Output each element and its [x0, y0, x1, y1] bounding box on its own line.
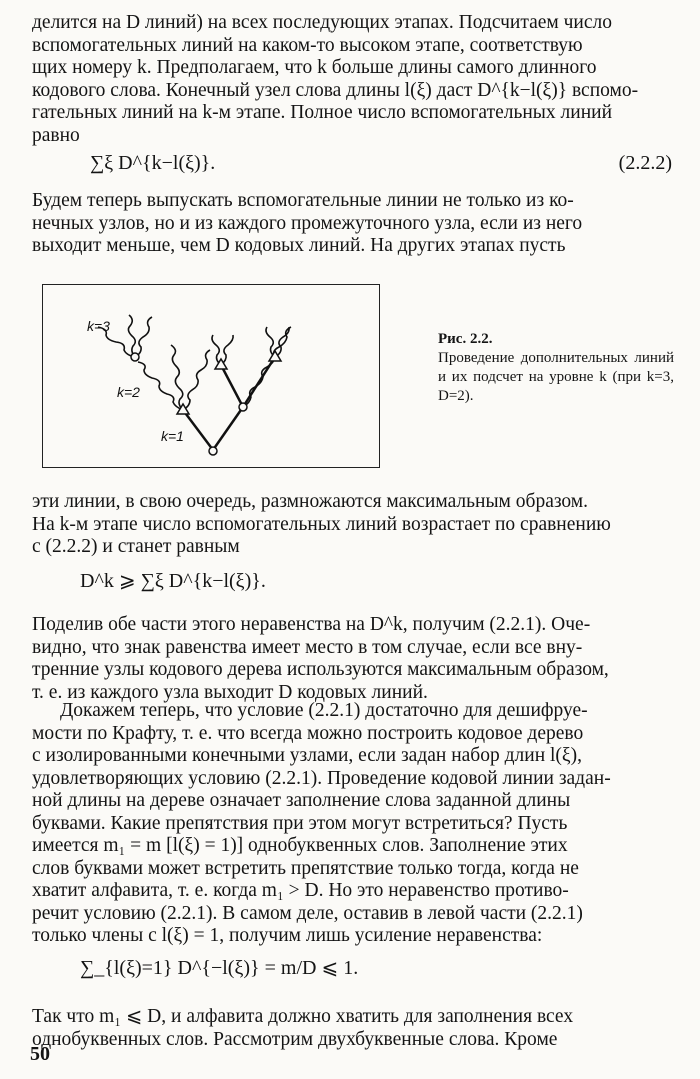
text-line: щих номеру k. Предполагаем, что k больше длины самого длинного	[32, 57, 597, 78]
level-label-k2: k=2	[117, 384, 140, 400]
auxiliary-line	[128, 315, 135, 357]
text-line: выходит меньше, чем D кодовых линий. На других этапах пусть	[32, 235, 566, 256]
level-label-k3: k=3	[87, 318, 110, 334]
text-line: удовлетворяющих условию (2.2.1). Проведение кодовой линии задан-	[32, 767, 611, 789]
root-node	[209, 447, 217, 455]
text-line: имеется m₁ = m [l(ξ) = 1)] однобуквенных слов. Заполнение этих	[32, 835, 568, 856]
figure-frame	[42, 284, 380, 468]
text-line: гательных линий на k-м этапе. Полное число вспомогательных линий	[32, 102, 613, 123]
auxiliary-line	[275, 327, 289, 357]
text-line: т. е. из каждого узла выходит D кодовых линий.	[32, 681, 428, 703]
tree-edge	[183, 410, 213, 450]
text-line: ной длины на дереве означает заполнение слова заданной длины	[32, 790, 571, 811]
text-line: нечных узлов, но и из каждого промежуточного узла, если из него	[32, 212, 583, 234]
auxiliary-line	[138, 362, 183, 410]
figure-caption	[438, 330, 674, 406]
text-line: Так что m₁ ⩽ D, и алфавита должно хватить для заполнения всех	[32, 1006, 574, 1027]
text-line: только члены с l(ξ) = 1, получим лишь усиление неравенства:	[32, 925, 543, 946]
auxiliary-line	[243, 327, 291, 407]
auxiliary-line	[135, 317, 152, 357]
tree-node	[131, 353, 139, 361]
paragraph-1	[32, 12, 672, 147]
equation-2-2-2: ∑ξ D^{k−l(ξ)}.	[90, 152, 216, 174]
tree-edge	[221, 365, 243, 407]
paragraph-2	[32, 190, 672, 258]
auxiliary-line	[221, 335, 233, 365]
text-line: кодового слова. Конечный узел слова длины l(ξ) даст D^{k−l(ξ)} вспомо-	[32, 79, 639, 101]
equation-sum-bound: ∑_{l(ξ)=1} D^{−l(ξ)} = m/D ⩽ 1.	[80, 957, 359, 979]
text-line: с (2.2.2) и станет равным	[32, 536, 240, 557]
text-line: Будем теперь выпускать вспомогательные линии не только из ко-	[32, 190, 574, 211]
paragraph-5	[32, 700, 672, 948]
tree-edge	[213, 407, 243, 450]
auxiliary-line	[183, 350, 210, 410]
level-label-k1: k=1	[161, 428, 184, 444]
figure-caption-title: Рис. 2.2.	[438, 331, 493, 347]
text-line: делится на D линий) на всех последующих этапах. Подсчитаем число	[32, 12, 612, 33]
paragraph-4	[32, 614, 672, 704]
code-tree-diagram	[43, 285, 379, 467]
paragraph-3	[32, 491, 672, 559]
text-line: хватит алфавита, т. е. когда m₁ > D. Но это неравенство противо-	[32, 880, 569, 901]
text-line: с изолированными конечными узлами, если задан набор длин l(ξ),	[32, 745, 582, 766]
text-line: эти линии, в свою очередь, размножаются максимальным образом.	[32, 491, 589, 512]
text-line: На k-м этапе число вспомогательных линий возрастает по сравнению	[32, 513, 611, 535]
text-line: речит условию (2.2.1). В самом деле, оставив в левой части (2.2.1)	[32, 902, 583, 924]
text-line: однобуквенных слов. Рассмотрим двухбуквенные слова. Кроме	[32, 1028, 558, 1050]
equation-number: (2.2.2)	[618, 152, 672, 174]
text-line: Докажем теперь, что условие (2.2.1) достаточно для дешифруе-	[60, 700, 588, 721]
auxiliary-line	[171, 345, 183, 410]
paragraph-6	[32, 1006, 672, 1051]
text-line: тренние узлы кодового дерева используются максимальным образом,	[32, 659, 609, 680]
equation-inequality: D^k ⩾ ∑ξ D^{k−l(ξ)}.	[80, 570, 266, 592]
text-line: слов буквами может встретить препятствие только тогда, когда не	[32, 857, 579, 879]
page-number: 50	[30, 1043, 50, 1065]
text-line: равно	[32, 124, 80, 146]
text-line: буквами. Какие препятствия при этом могут встретиться? Пусть	[32, 812, 568, 834]
text-line: вспомогательных линий на каком-то высоком этапе, соответствую	[32, 34, 583, 56]
terminal-node-triangle	[177, 404, 189, 414]
text-line: видно, что знак равенства имеет место в том случае, если все вну-	[32, 636, 583, 658]
text-line: мости по Крафту, т. е. что всегда можно построить кодовое дерево	[32, 722, 584, 744]
figure-caption-body: Проведение дополнительных линий и их подсчет на уровне k (при k=3, D=2).	[438, 350, 674, 404]
tree-node	[239, 403, 247, 411]
text-line: Поделив обе части этого неравенства на D^k, получим (2.2.1). Оче-	[32, 614, 591, 635]
